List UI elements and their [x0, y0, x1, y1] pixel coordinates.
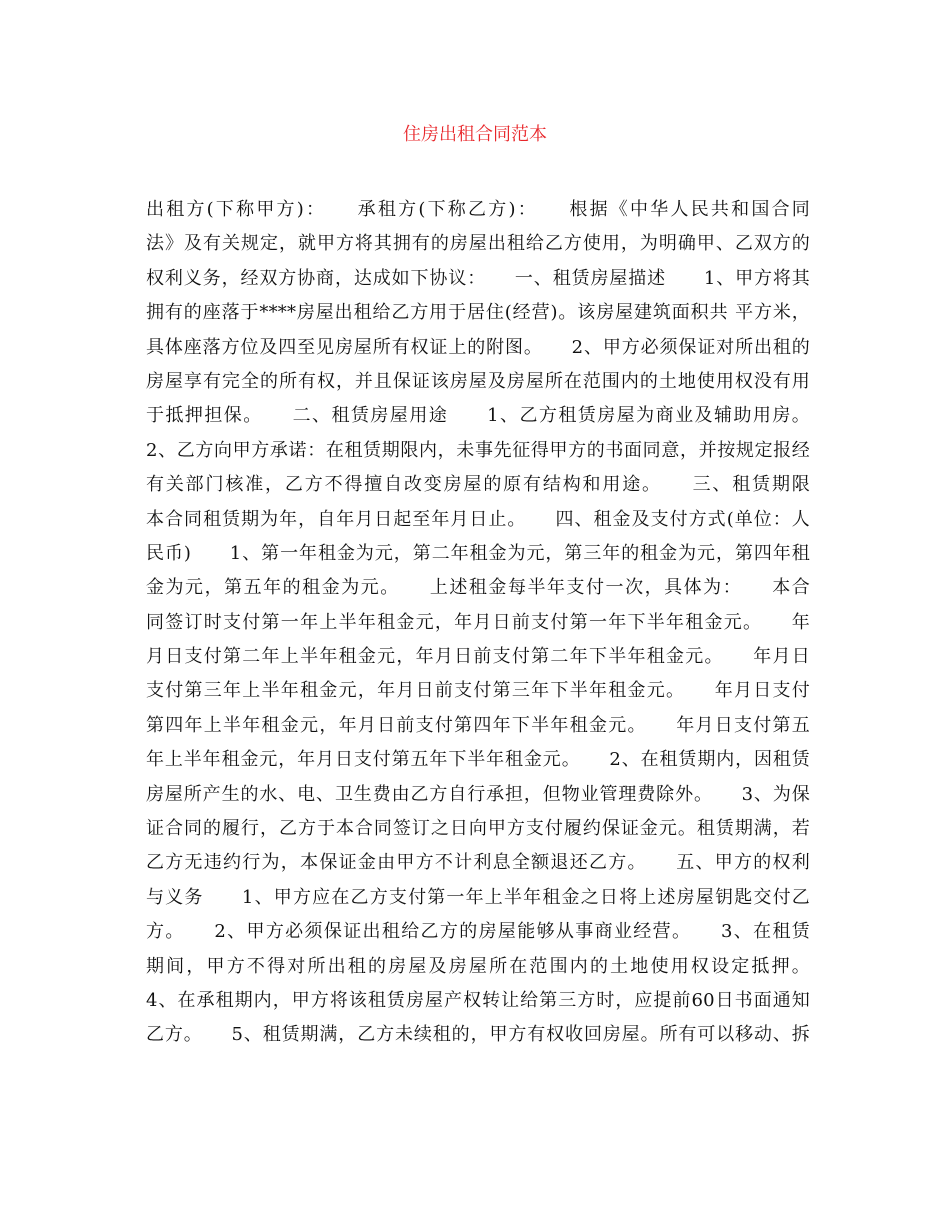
contract-line: 权利义务，经双方协商，达成如下协议： 一、租赁房屋描述 1、甲方将其	[146, 267, 810, 289]
contract-line: 乙方。 5、租赁期满，乙方未续租的，甲方有权收回房屋。所有可以移动、拆	[146, 1024, 810, 1046]
contract-line: 房屋所产生的水、电、卫生费由乙方自行承担，但物业管理费除外。 3、为保	[146, 783, 810, 805]
contract-line: 拥有的座落于****房屋出租给乙方用于居住(经营)。该房屋建筑面积共 平方米，	[146, 302, 810, 324]
contract-line: 金为元，第五年的租金为元。 上述租金每半年支付一次，具体为： 本合	[146, 577, 810, 599]
contract-line: 于抵押担保。 二、租赁房屋用途 1、乙方租赁房屋为商业及辅助用房。	[146, 405, 810, 427]
contract-line: 4、在承租期内，甲方将该租赁房屋产权转让给第三方时，应提前60日书面通知	[146, 989, 810, 1011]
contract-line: 法》及有关规定，就甲方将其拥有的房屋出租给乙方使用，为明确甲、乙双方的	[146, 233, 810, 255]
contract-line: 有关部门核准，乙方不得擅自改变房屋的原有结构和用途。 三、租赁期限	[146, 474, 810, 496]
contract-line: 2、乙方向甲方承诺：在租赁期限内，未事先征得甲方的书面同意，并按规定报经	[146, 439, 810, 461]
contract-line: 房屋享有完全的所有权，并且保证该房屋及房屋所在范围内的土地使用权没有用	[146, 370, 810, 392]
contract-line: 与义务 1、甲方应在乙方支付第一年上半年租金之日将上述房屋钥匙交付乙	[146, 886, 810, 908]
contract-line: 期间，甲方不得对所出租的房屋及房屋所在范围内的土地使用权设定抵押。	[146, 955, 810, 977]
contract-line: 月日支付第二年上半年租金元，年月日前支付第二年下半年租金元。 年月日	[146, 646, 810, 668]
contract-line: 年上半年租金元，年月日支付第五年下半年租金元。 2、在租赁期内，因租赁	[146, 749, 810, 771]
contract-line: 第四年上半年租金元，年月日前支付第四年下半年租金元。 年月日支付第五	[146, 714, 810, 736]
contract-line: 证合同的履行，乙方于本合同签订之日向甲方支付履约保证金元。租赁期满，若	[146, 818, 810, 840]
contract-line: 具体座落方位及四至见房屋所有权证上的附图。 2、甲方必须保证对所出租的	[146, 336, 810, 358]
contract-line: 出租方(下称甲方)： 承租方(下称乙方)： 根据《中华人民共和国合同	[146, 199, 810, 220]
contract-line: 民币) 1、第一年租金为元，第二年租金为元，第三年的租金为元，第四年租	[146, 542, 810, 564]
contract-line: 本合同租赁期为年，自年月日起至年月日止。 四、租金及支付方式(单位：人	[146, 508, 810, 530]
contract-line: 乙方无违约行为，本保证金由甲方不计利息全额退还乙方。 五、甲方的权利	[146, 852, 810, 874]
contract-line: 方。 2、甲方必须保证出租给乙方的房屋能够从事商业经营。 3、在租赁	[146, 921, 810, 943]
contract-line: 同签订时支付第一年上半年租金元，年月日前支付第一年下半年租金元。 年	[146, 611, 810, 633]
document-title: 住房出租合同范本	[403, 124, 547, 145]
contract-body	[146, 193, 810, 1143]
contract-line: 支付第三年上半年租金元，年月日前支付第三年下半年租金元。 年月日支付	[146, 680, 810, 702]
